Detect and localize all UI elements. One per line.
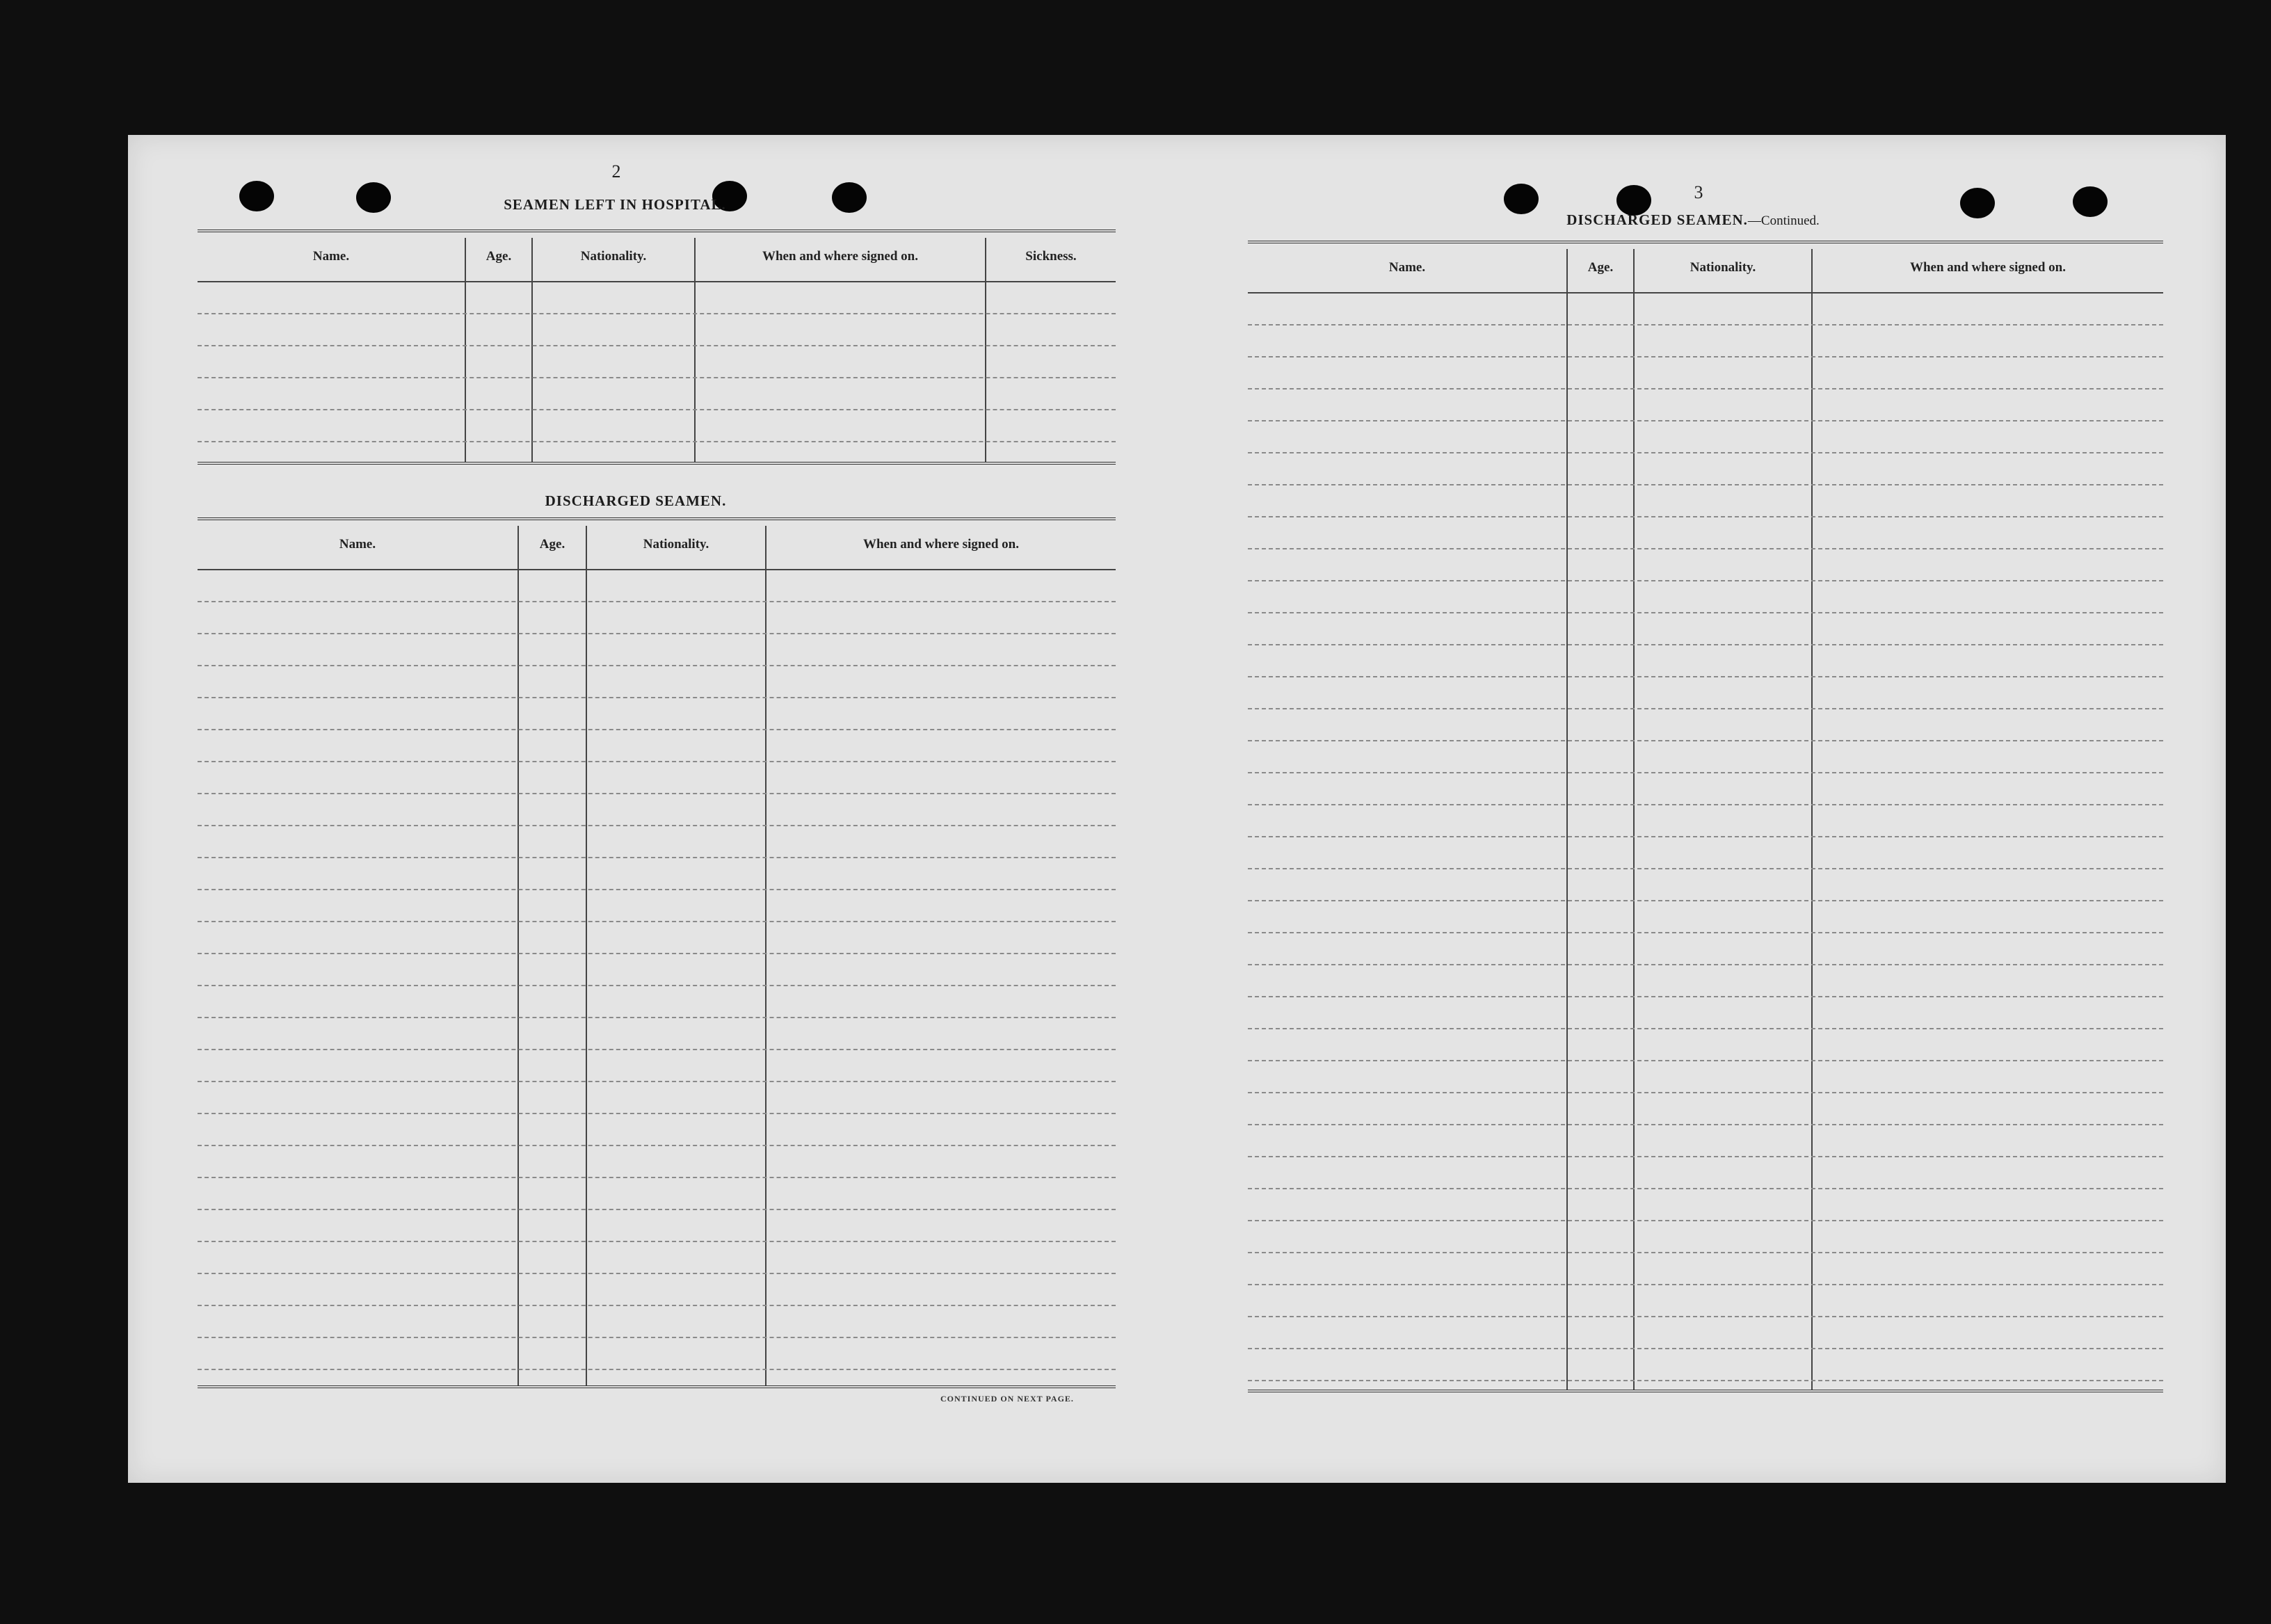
table-row [198,1049,1116,1050]
column-divider [765,526,767,1385]
table-row [1248,388,2163,389]
col-header-age: Age. [486,249,512,264]
table-row [198,345,1116,346]
column-divider [985,238,986,462]
table-row [198,601,1116,602]
table-row [1248,740,2163,741]
col-header-name: Name. [1388,260,1426,275]
table-row [198,953,1116,954]
punch-hole [1504,184,1539,214]
col-header-name: Name. [312,249,350,264]
table-row [1248,804,2163,805]
hospital-table [198,230,1116,462]
table-row [1248,1252,2163,1253]
table-row [198,1113,1116,1114]
table-row [198,793,1116,794]
table-row [198,409,1116,410]
table-row [1248,580,2163,581]
punch-hole [356,182,391,213]
table-row [198,761,1116,762]
discharged-continued-title [1547,211,1839,229]
col-header-age: Age. [1587,260,1614,275]
col-header-signed-on: When and where signed on. [862,537,1019,552]
table-row [198,1017,1116,1018]
register-spread [128,135,2226,1483]
table-row [1248,1284,2163,1285]
table-row [198,1081,1116,1082]
table-row [1248,932,2163,933]
table-row [198,889,1116,890]
table-row [1248,1380,2163,1381]
discharged-table-left [198,517,1116,1385]
table-row [1248,1060,2163,1061]
table-row [198,313,1116,314]
table-row [1248,516,2163,517]
table-row [1248,484,2163,485]
hospital-section-title: SEAMEN LEFT IN HOSPITAL. [504,196,726,213]
table-row [1248,1028,2163,1029]
discharged-section-title: DISCHARGED SEAMEN. [545,492,727,509]
table-row [1248,1220,2163,1221]
col-header-signed-on: When and where signed on. [762,249,918,264]
col-header-nationality: Nationality. [580,249,647,264]
table-row [198,1145,1116,1146]
table-row [198,1209,1116,1210]
column-divider [694,238,696,462]
col-header-age: Age. [539,537,565,552]
col-header-nationality: Nationality. [643,537,709,552]
table-row [198,857,1116,858]
table-row [198,441,1116,442]
table-row [198,985,1116,986]
page-number-left: 2 [611,161,621,182]
table-row [1248,868,2163,869]
table-row [1248,996,2163,997]
table-row [1248,676,2163,677]
table-row [198,825,1116,826]
table-row [1248,644,2163,645]
table-bottom-rule [198,1385,1116,1388]
table-row [198,1369,1116,1370]
punch-hole [239,181,274,211]
table-row [1248,836,2163,837]
page-number-right: 3 [1694,182,1703,202]
column-divider [465,238,466,462]
table-row [1248,964,2163,965]
punch-hole [2073,186,2108,217]
continued-text: —Continued. [1747,214,1820,228]
table-row [1248,1124,2163,1125]
table-row [198,377,1116,378]
table-row [1248,1316,2163,1317]
table-row [198,1337,1116,1338]
table-row [1248,356,2163,357]
table-row [1248,324,2163,325]
table-bottom-rule [198,462,1116,465]
col-header-nationality: Nationality. [1690,260,1756,275]
table-row [198,1273,1116,1274]
col-header-signed-on: When and where signed on. [1909,260,2066,275]
column-divider [531,238,533,462]
table-row [1248,1092,2163,1093]
table-row [198,697,1116,698]
table-row [1248,452,2163,453]
col-header-name: Name. [339,537,376,552]
table-row [1248,1156,2163,1157]
table-row [198,1241,1116,1242]
discharged-table-right [1248,241,2163,1390]
table-bottom-rule [1248,1390,2163,1392]
table-row [1248,420,2163,421]
table-row [1248,900,2163,901]
continued-note: CONTINUED ON NEXT PAGE. [940,1394,1074,1404]
table-row [1248,612,2163,613]
punch-hole [832,182,867,213]
table-row [1248,708,2163,709]
table-row [1248,1348,2163,1349]
table-row [198,633,1116,634]
column-divider [517,526,519,1385]
table-row [1248,1188,2163,1189]
table-row [1248,772,2163,773]
table-row [198,921,1116,922]
table-row [198,1305,1116,1306]
table-row [1248,548,2163,549]
discharged-title-text: DISCHARGED SEAMEN. [1566,211,1748,228]
punch-hole [1960,188,1995,218]
col-header-sickness: Sickness. [1025,249,1077,264]
column-divider [586,526,587,1385]
table-row [198,1177,1116,1178]
table-row [198,665,1116,666]
table-row [198,729,1116,730]
